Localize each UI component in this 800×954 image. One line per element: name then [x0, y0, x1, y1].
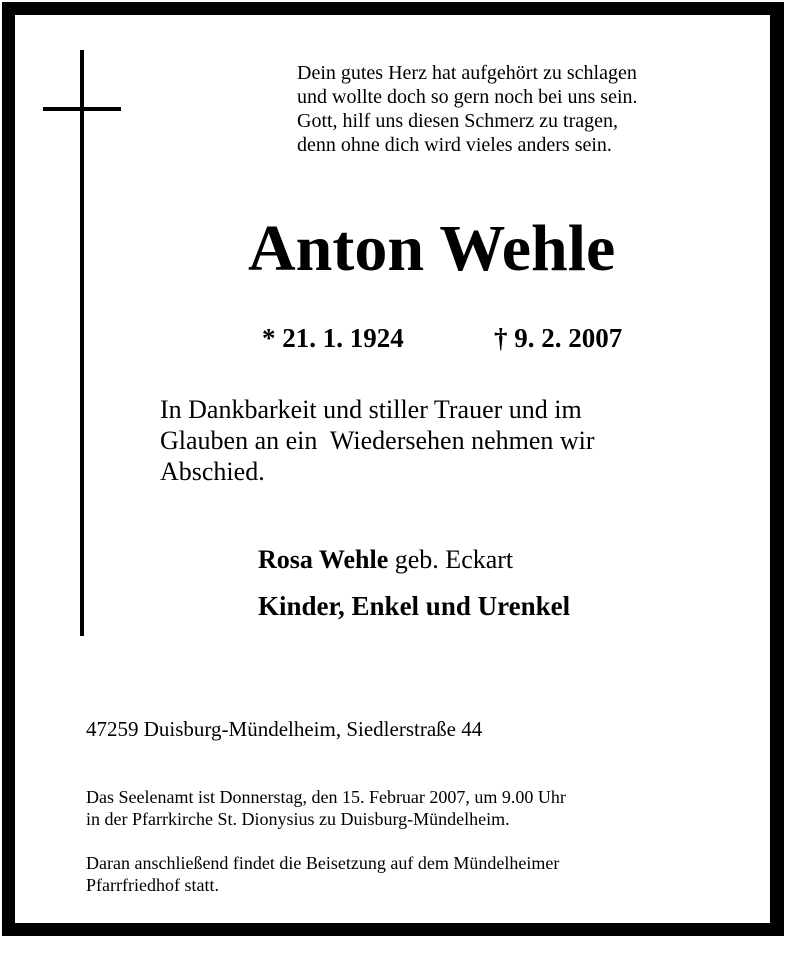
farewell-text	[160, 394, 740, 487]
service-line: in der Pfarrkirche St. Dionysius zu Duisburg-Mündelheim.	[86, 809, 510, 829]
address: 47259 Duisburg-Mündelheim, Siedlerstraße 44	[86, 717, 483, 741]
poem-line: denn ohne dich wird vieles anders sein.	[297, 134, 612, 156]
poem-line: Gott, hilf uns diesen Schmerz zu tragen,	[297, 110, 619, 132]
deceased-name: Anton Wehle	[248, 212, 616, 285]
farewell-line: In Dankbarkeit und stiller Trauer und im	[160, 395, 582, 424]
burial-line: Daran anschließend findet die Beisetzung auf dem Mündelheimer	[86, 853, 560, 873]
service-info	[86, 786, 566, 830]
poem	[297, 61, 638, 157]
poem-line: und wollte doch so gern noch bei uns sein.	[297, 86, 638, 108]
poem-line: Dein gutes Herz hat aufgehört zu schlagen	[297, 62, 637, 84]
farewell-line: Abschied.	[160, 457, 265, 486]
farewell-line: Glauben an ein Wiedersehen nehmen wir	[160, 426, 595, 455]
birth-date: * 21. 1. 1924	[262, 323, 404, 353]
spouse	[258, 544, 513, 576]
burial-line: Pfarrfriedhof statt.	[86, 875, 219, 895]
spouse-name: Rosa Wehle	[258, 545, 389, 574]
death-date: † 9. 2. 2007	[494, 323, 623, 353]
relatives: Kinder, Enkel und Urenkel	[258, 591, 571, 621]
service-line: Das Seelenamt ist Donnerstag, den 15. Februar 2007, um 9.00 Uhr	[86, 787, 566, 807]
cross-icon	[80, 50, 84, 636]
cross-icon-bar	[43, 107, 121, 111]
spouse-maiden-name: geb. Eckart	[388, 545, 514, 574]
burial-info	[86, 852, 559, 896]
